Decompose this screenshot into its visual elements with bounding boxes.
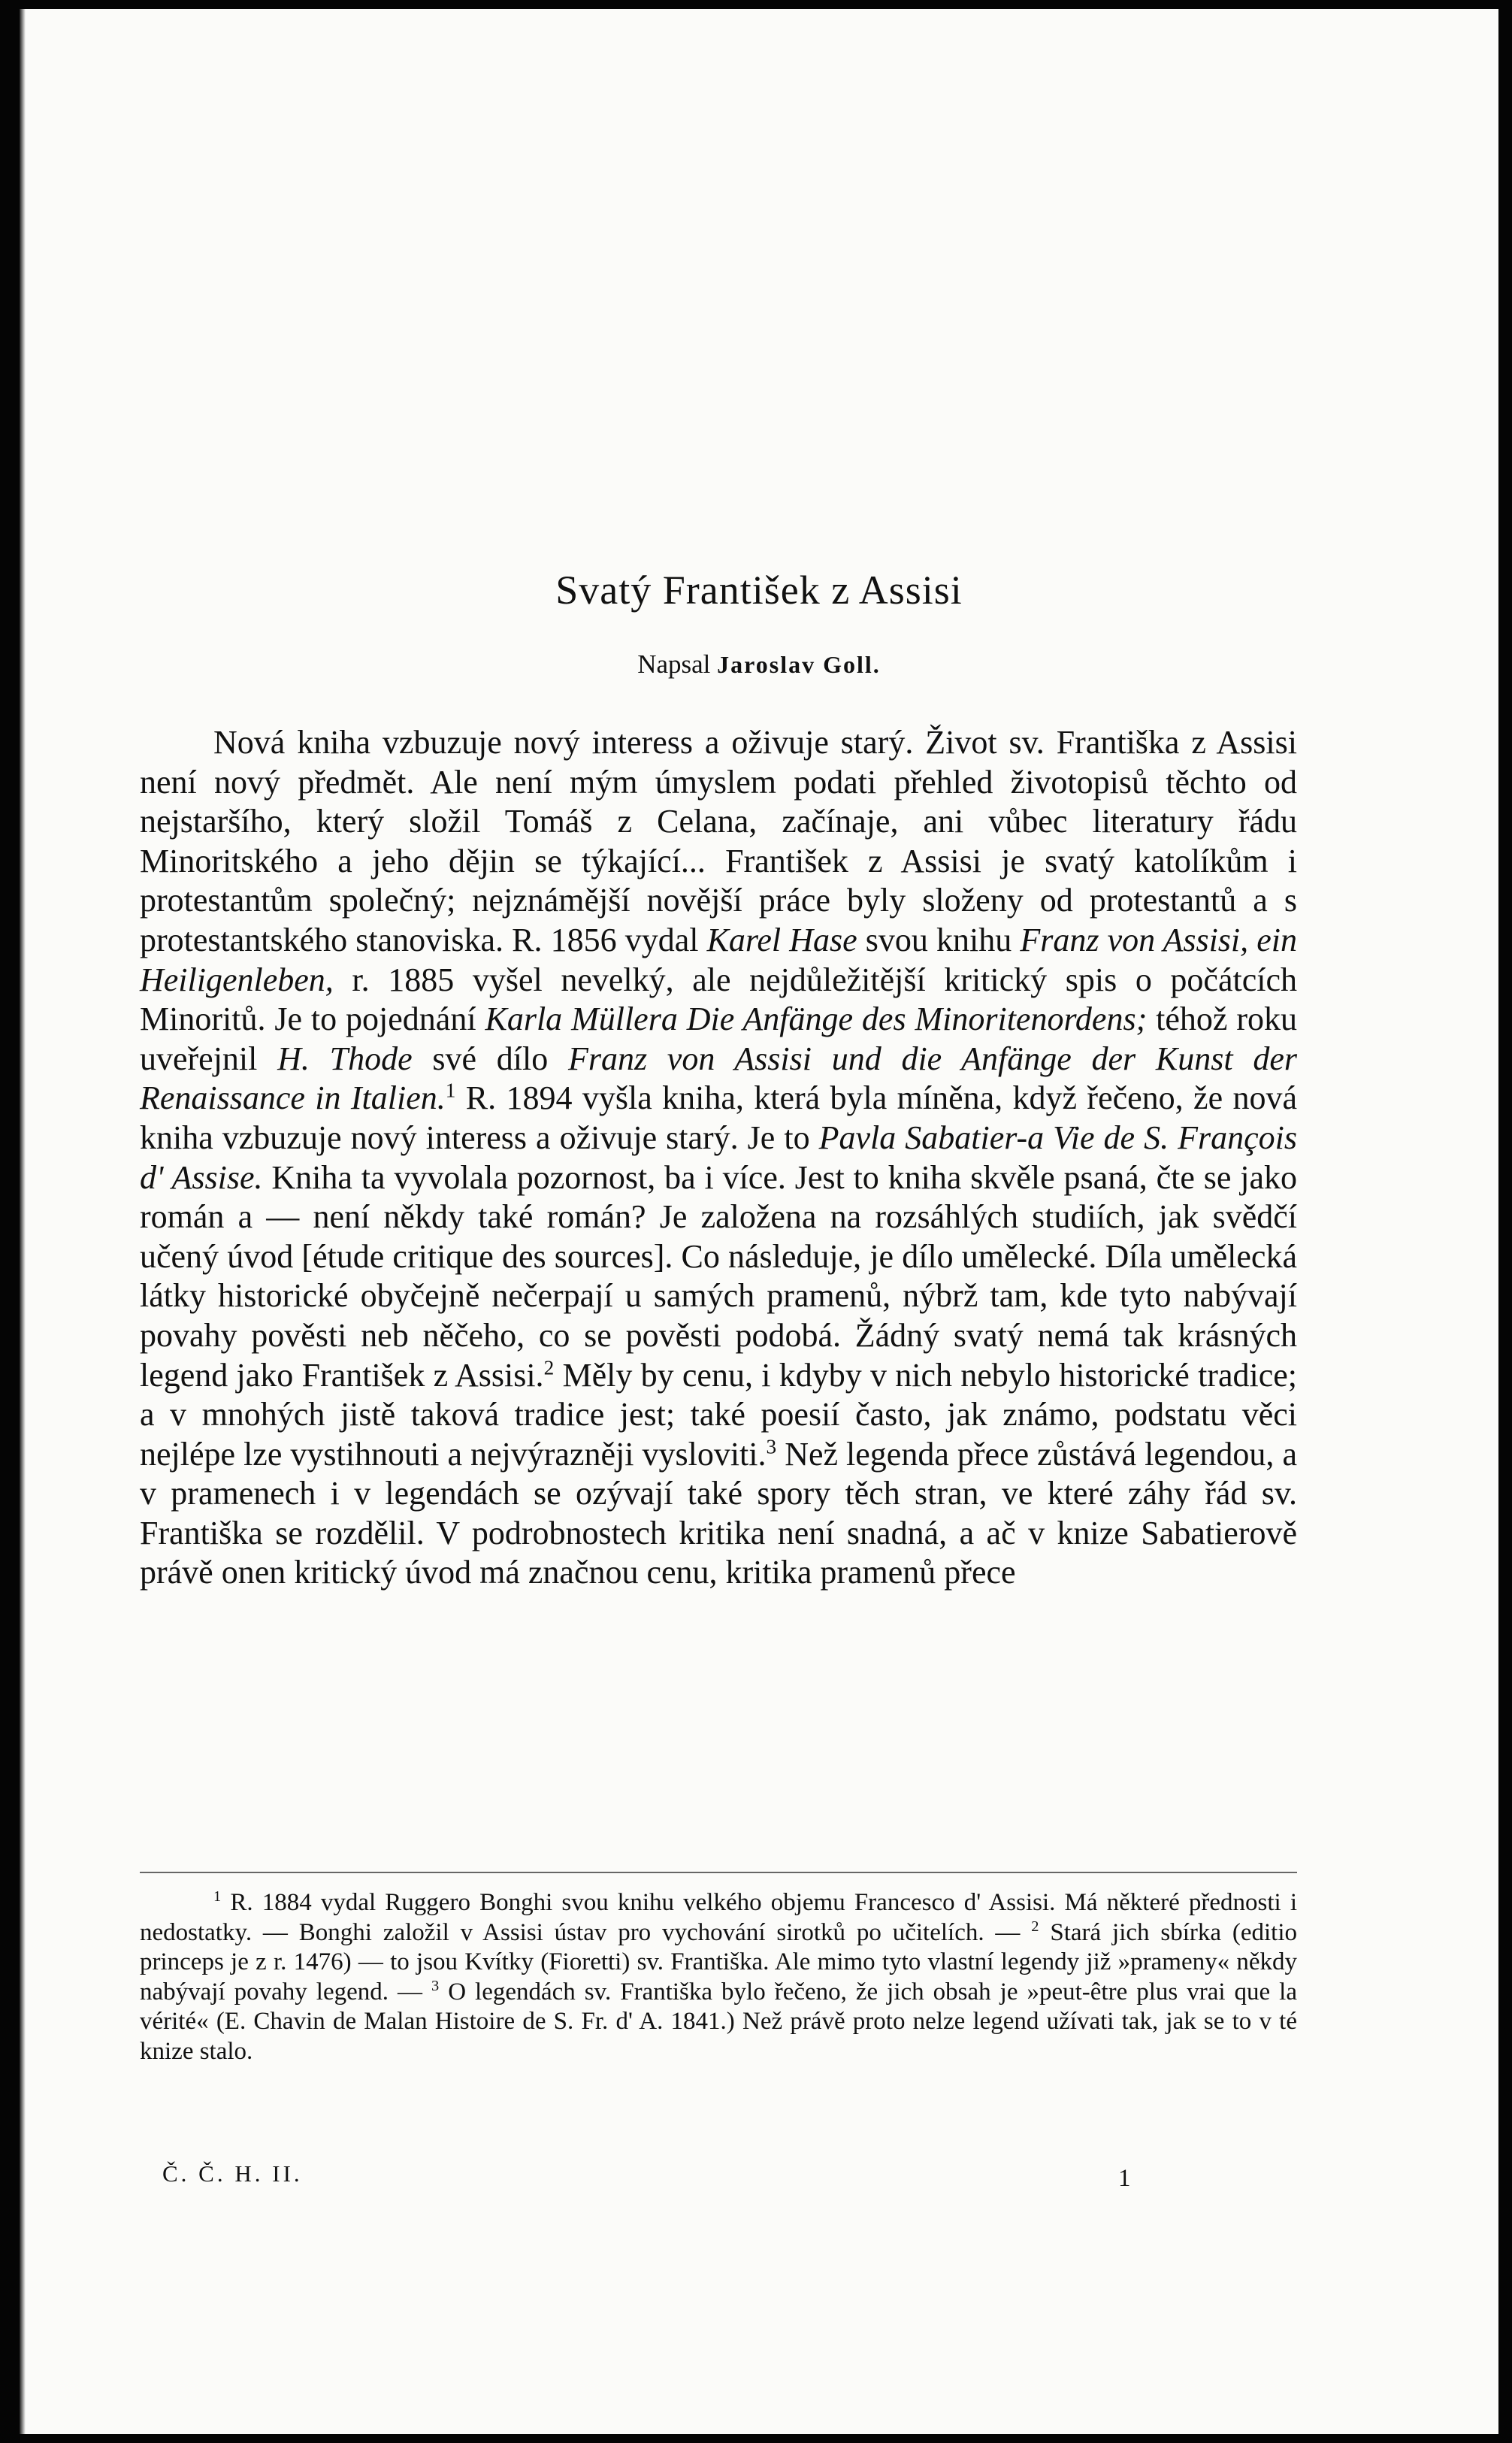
page-edge-shadow	[20, 9, 26, 2434]
body-text-segment: svou knihu	[857, 921, 1021, 958]
body-italic-segment: Karla Müllera Die Anfänge des Minoritenordens;	[485, 1001, 1148, 1038]
body-italic-segment: H. Thode	[277, 1040, 413, 1077]
footnote-marker-2: 2	[1031, 1918, 1039, 1935]
page-number: 1	[1118, 2165, 1131, 2192]
printer-signature: Č. Č. H. II.	[162, 2160, 303, 2187]
body-text-segment: téhož roku uveřejnil	[140, 1001, 1297, 1077]
page-sheet	[20, 9, 1498, 2434]
byline	[20, 649, 1498, 680]
byline-author: Jaroslav Goll.	[717, 651, 881, 678]
body-italic-segment: Franz von Assisi und die Anfänge der Kunst der Renaissance in Italien.	[140, 1040, 1297, 1117]
body-text-segment: r. 1885 vyšel nevelký, ale nejdůležitější kritický spis o počátcích Minoritů. Je to pojednání	[140, 961, 1297, 1038]
footnote-ref-2: 2	[543, 1355, 555, 1379]
footnote-ref-3: 3	[766, 1435, 777, 1458]
byline-prefix: Napsal	[637, 649, 711, 679]
body-italic-segment: Karel Hase	[706, 921, 857, 958]
body-italic-segment: Pavla Sabatier-a Vie de S. François d' Assise.	[140, 1119, 1297, 1196]
body-text-segment: Než legenda přece zůstává legendou, a v pramenech i v legendách se ozývají také spory těch stran, ve které záhy řád sv. Františka se rozdělil. V podrobnostech kritika není snadná, a ač v knize Sabatierově právě onen kritický úvod má značnou cenu, kritika pramenů přece	[140, 1435, 1297, 1591]
body-text-segment: R. 1894 vyšla kniha, která byla míněna, když řečeno, že nová kniha vzbuzuje nový interess a oživuje starý. Je to	[140, 1079, 1297, 1156]
footnotes	[140, 1888, 1297, 2066]
footnote-marker-1: 1	[213, 1888, 222, 1905]
footnote-text: Stará jich sbírka (editio princeps je z r. 1476) — to jsou Kvítky (Fioretti) sv. Františka. Ale mimo tyto vlastní legendy již »prameny« někdy nabývají povahy legend. —	[140, 1918, 1297, 2006]
body-text-segment: Měly by cenu, i kdyby v nich nebylo historické tradice; a v mnohých jistě taková tradice jest; také poesií často, jak známo, podstatu věci nejlépe lze vystihnouti a nejvýrazněji vysloviti.	[140, 1356, 1297, 1473]
footnote-marker-3: 3	[431, 1977, 440, 1994]
body-text-segment: své dílo	[412, 1040, 568, 1077]
footnote-ref-1: 1	[445, 1079, 456, 1102]
footnote-divider	[140, 1872, 1297, 1873]
body-text-segment: Kniha ta vyvolala pozornost, ba i více. Jest to kniha skvěle psaná, čte se jako román a — není někdy také román? Je založena na rozsáhlých studiích, jak svědčí učený úvod [étude critique des sources]. Co následuje, je dílo umělecké. Díla umělecká látky historické obyčejně nečerpají u samých pramenů, nýbrž tam, kde tyto nabývají povahy pověsti neb něčeho, co se pověsti podobá. Žádný svatý nemá tak krásných legend jako František z Assisi.	[140, 1158, 1297, 1394]
article-body	[140, 723, 1297, 1593]
body-italic-segment: Franz von Assisi, ein Heiligenleben,	[140, 921, 1298, 998]
body-text-segment: Nová kniha vzbuzuje nový interess a oživuje starý. Život sv. Františka z Assisi není nový předmět. Ale není mým úmyslem podati přehled životopisů těchto od nejstaršího, který složil Tomáš z Celana, začínaje, ani vůbec literatury řádu Minoritského a jeho dějin se týkající... František z Assisi je svatý katolíkům i protestantům společný; nejznámější novější práce byly složeny od protestantů a s protestantského stanoviska. R. 1856 vydal	[140, 724, 1297, 958]
footnote-text: R. 1884 vydal Ruggero Bonghi svou knihu velkého objemu Francesco d' Assisi. Má některé přednosti i nedostatky. — Bonghi založil v Assisi ústav pro vychování sirotků po učitelích. —	[140, 1889, 1297, 1946]
footnote-text: O legendách sv. Františka bylo řečeno, že jich obsah je »peut-être plus vrai que la vérité« (E. Chavin de Malan Histoire de S. Fr. d' A. 1841.) Než právě proto nelze legend užívati tak, jak se to v té knize stalo.	[140, 1978, 1297, 2065]
article-title: Svatý František z Assisi	[555, 568, 963, 613]
